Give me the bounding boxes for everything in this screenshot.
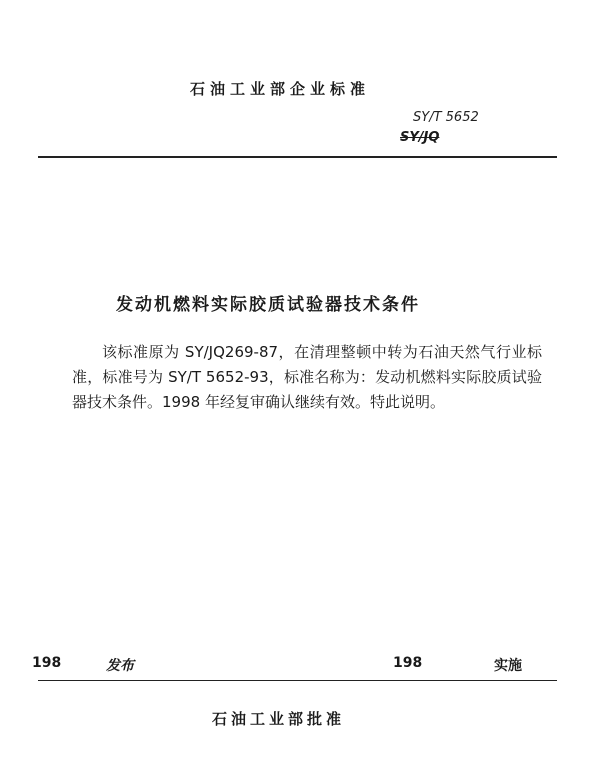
standard-code-old-struck: SY/JQ — [400, 130, 440, 145]
footer-divider — [38, 680, 557, 681]
approver-line: 石油工业部批准 — [212, 710, 346, 728]
document-title: 发动机燃料实际胶质试验器技术条件 — [116, 295, 420, 315]
implement-year: 198 — [393, 655, 423, 671]
header-divider — [38, 156, 557, 158]
standard-code-new: SY/T 5652 — [413, 110, 479, 125]
issue-label: 发布 — [106, 658, 134, 674]
organization-standard-heading: 石油工业部企业标准 — [190, 80, 371, 98]
explanatory-note: 该标准原为 SY/JQ269-87，在清理整顿中转为石油天然气行业标准，标准号为 SY/T 5652-93，标准名称为：发动机燃料实际胶质试验器技术条件。1998 年经复审确认继续有效。特此说明。 — [72, 343, 542, 411]
implement-label: 实施 — [494, 658, 522, 674]
issue-year: 198 — [32, 655, 62, 671]
